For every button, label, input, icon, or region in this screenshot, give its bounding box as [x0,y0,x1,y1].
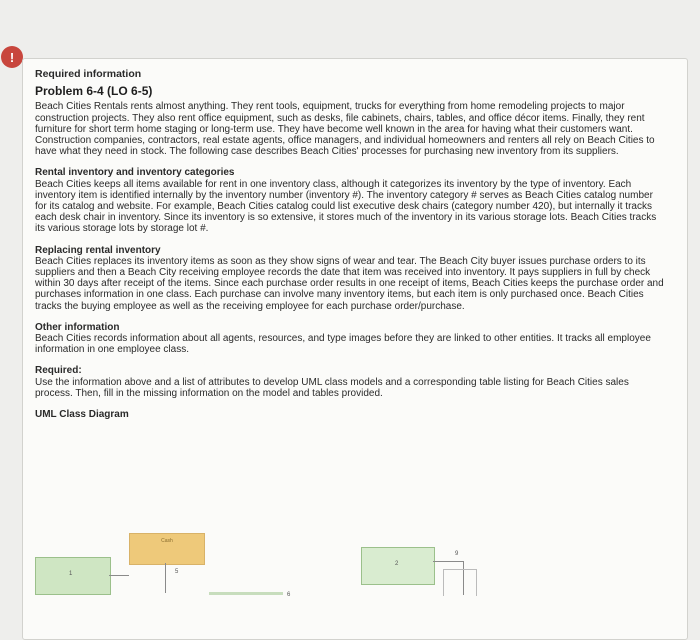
required-information-heading: Required information [35,68,142,80]
section-body: Beach Cities records information about all agents, resources, and type images before they are linked to other entities. It tracks all employee information in one employee class. [35,333,651,356]
intro-paragraph: Beach Cities Rentals rents almost anything. They rent tools, equipment, trucks for everything from home remodeling projects to major construction projects. They also rent office equipment, such as desks, file cabinets, chairs, tables, and office décor items. Finally, they rent furniture for short term home staging or long-term use. They have become well known in the area for having what their customers want. Construction companies, contractors, real estate agents, office managers, and individual homeowners and renters all rely on Beach Cities to have what they need in stock. The following case describes Beach Cities' processes for purchasing new inventory from its suppliers. [35,101,655,158]
problem-title: Problem 6-4 (LO 6-5) [35,84,153,99]
multiplicity-label: 1 [69,571,73,577]
section-other-information [35,322,667,356]
section-body: Beach Cities replaces its inventory items as soon as they show signs of wear and tear. The Beach City buyer issues purchase orders to its suppliers and then a Beach City receiving employee records the date that item was received into inventory. It pays suppliers in full by check within 30 days after receipt of the items. Since each purchase order results in one receipt of items, Beach Cities keeps the purchase order and purchases information in one class. Each purchase can involve many inventory items, but each item is only purchased once. Beach Cities tracks the buying employee as well as the receiving employee for each purchase order/purchase. [35,255,664,312]
section-body: Use the information above and a list of attributes to develop UML class models and a corresponding table listing for Beach Cities sales process. Then, fill in the missing information on the model and tables provided. [35,376,629,399]
problem-content [35,69,667,420]
association-line [433,561,463,562]
section-rental-inventory [35,167,667,234]
association-line [165,563,166,593]
cash-class-label: Cash [161,538,173,544]
multiplicity-label: 9 [455,551,459,557]
class-box[interactable] [35,557,111,595]
uml-diagram-title: UML Class Diagram [35,409,129,421]
multiplicity-label: 2 [395,561,399,567]
section-title: Other information [35,321,120,333]
uml-class-diagram [23,499,687,639]
section-title: Replacing rental inventory [35,244,161,256]
association-line [209,592,283,595]
section-body: Beach Cities keeps all items available for rent in one inventory class, although it categorizes its inventory by the type of inventory. Each inventory item is identified internally by the inventory number (inventory #). The inventory category # serves as Beach Cities catalog number for its catalog and website. For example, Beach Cities catalog could list executive desk chairs (category number 420), but internally it tracks each desk chair in inventory. Since its inventory is so extensive, it stores much of the inventory in its various storage lots. Beach Cities tracks its various storage lots by storage lot #. [35,178,657,235]
association-line [109,575,129,576]
section-title: Rental inventory and inventory categories [35,167,235,179]
section-title: Required: [35,365,82,377]
section-required [35,365,667,399]
problem-panel [22,58,688,640]
alert-icon: ! [1,46,23,68]
multiplicity-label: 5 [175,569,179,575]
cash-class-box[interactable] [129,533,205,565]
class-box[interactable] [443,569,477,596]
multiplicity-label: 6 [287,592,291,598]
section-replacing-inventory [35,245,667,312]
